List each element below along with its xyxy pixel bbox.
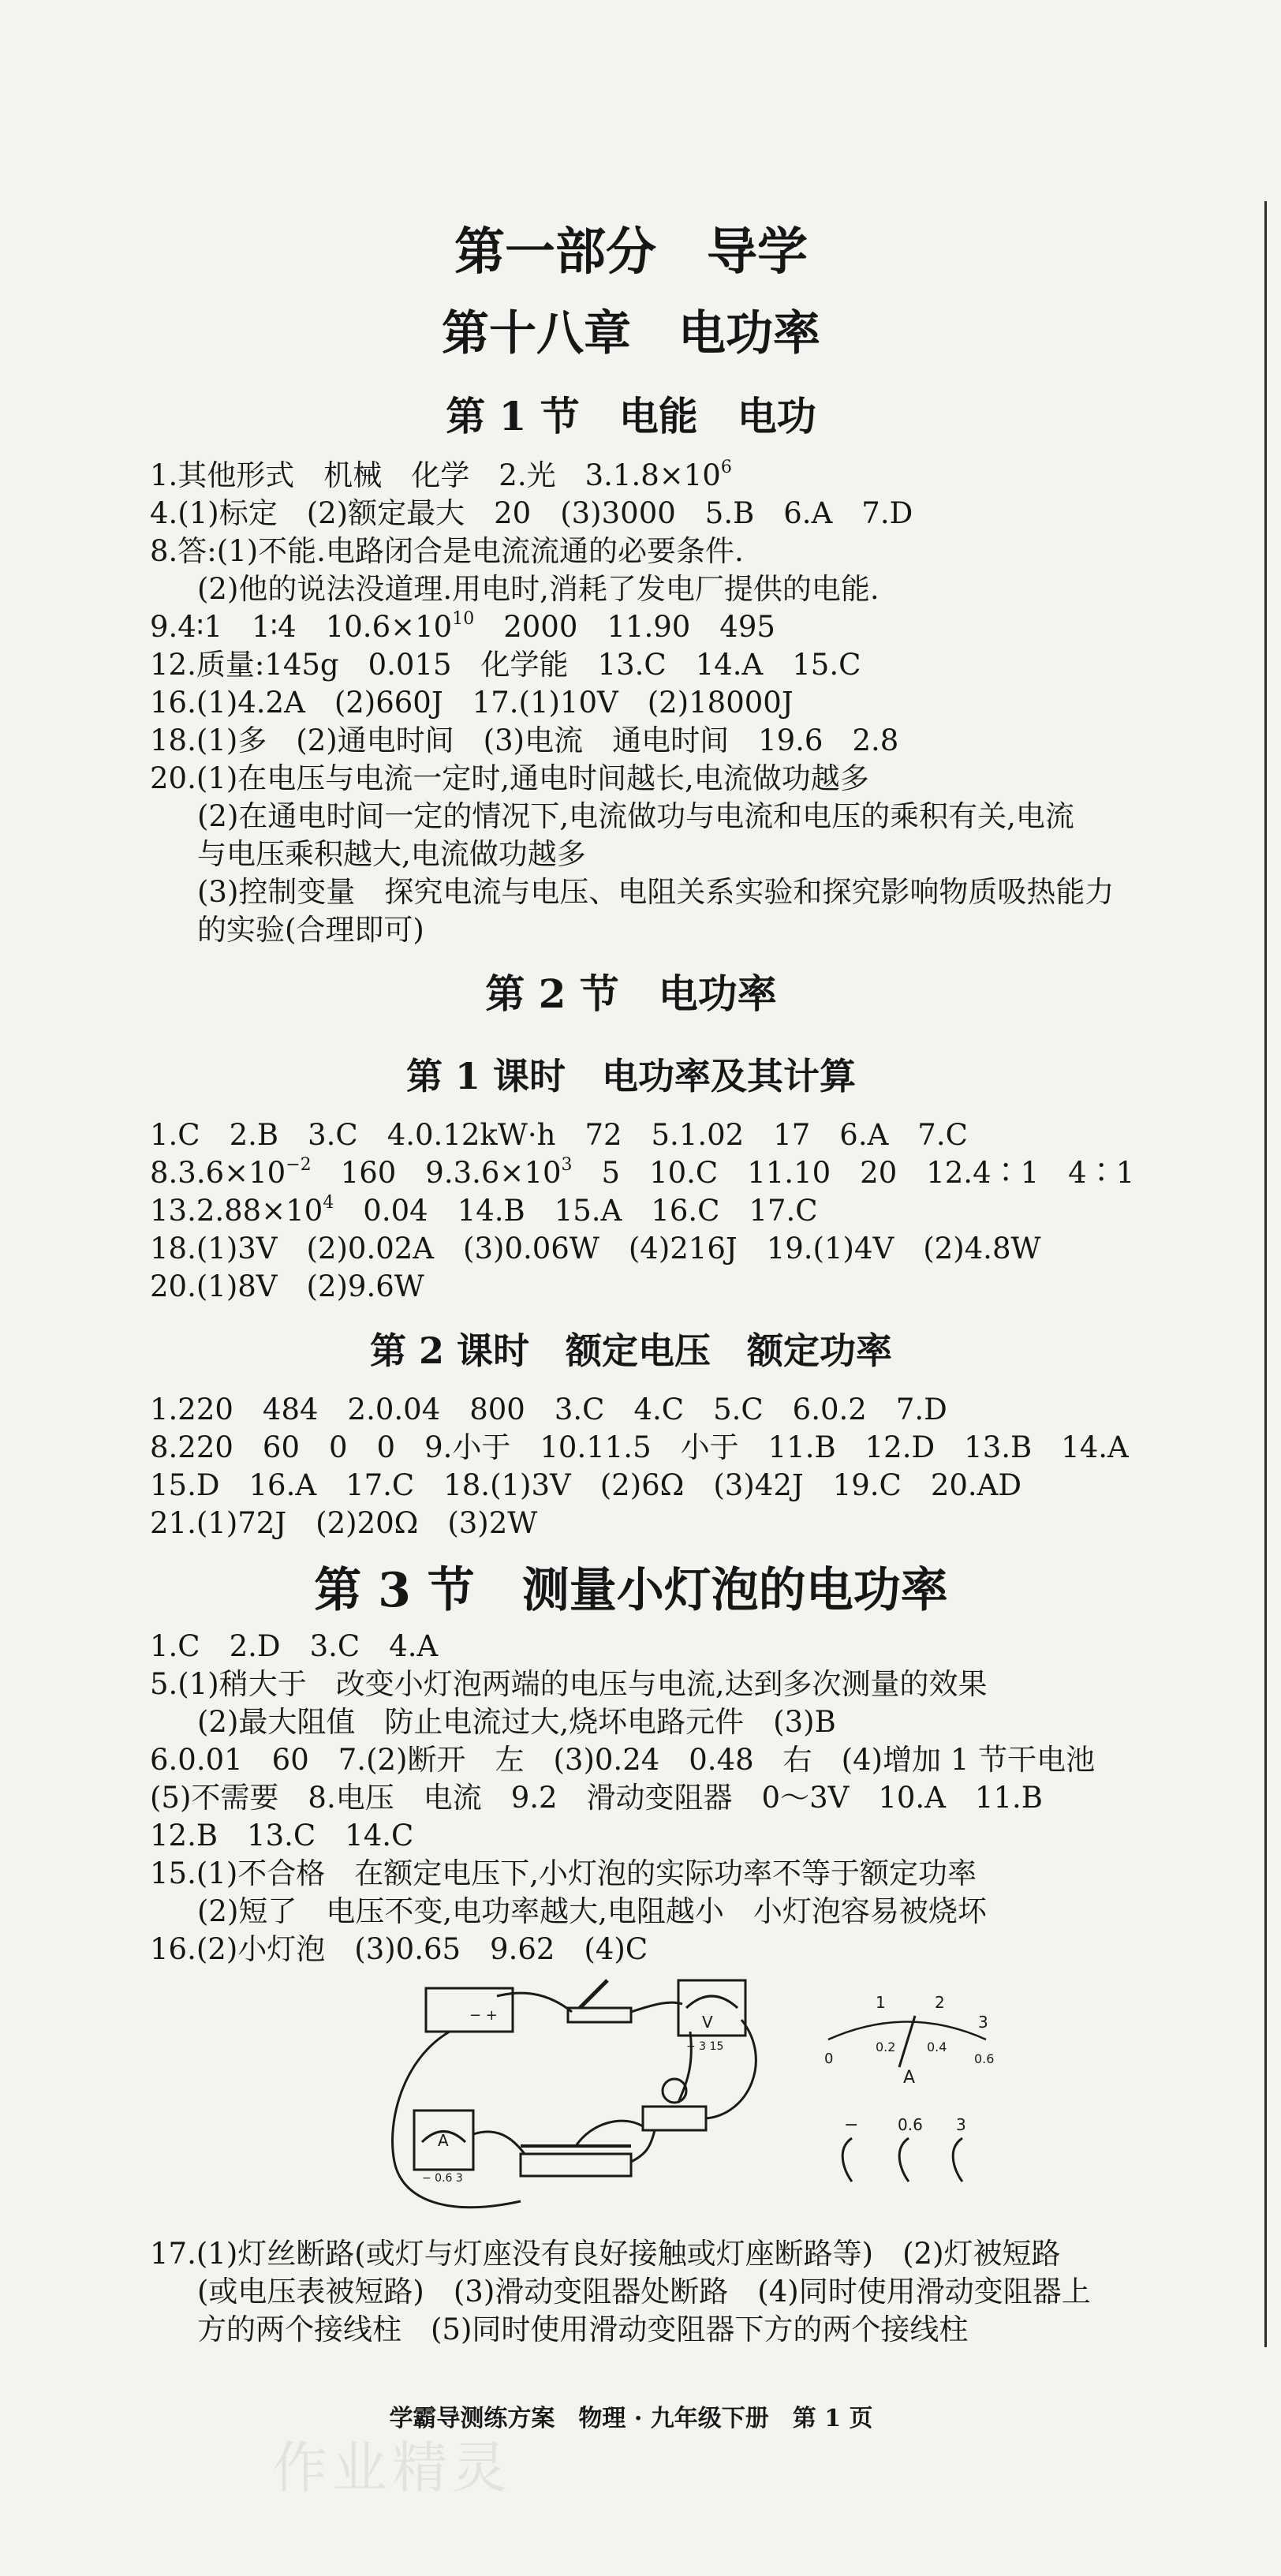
ammeter-scale-arc [828, 2022, 986, 2040]
page-footer: 学霸导测练方案 物理 · 九年级下册 第 1 页 [389, 2405, 873, 2432]
scale-top-2: 2 [935, 1993, 945, 2012]
terminal-label-neg: − [844, 2115, 859, 2135]
answer-line: 17.(1)灯丝断路(或灯与灯座没有良好接触或灯座断路等) (2)灯被短路 [150, 2237, 1061, 2271]
terminal-label-3: 3 [956, 2115, 966, 2134]
terminal-neg [842, 2138, 852, 2182]
answer-line: (2)在通电时间一定的情况下,电流做功与电流和电压的乘积有关,电流 [197, 799, 1074, 833]
answer-line: 8.答:(1)不能.电路闭合是电流流通的必要条件. [150, 534, 744, 568]
answer-line: 1.220 484 2.0.04 800 3.C 4.C 5.C 6.0.2 7.D [150, 1393, 947, 1426]
answer-line: (3)控制变量 探究电流与电压、电阻关系实验和探究影响物质吸热能力 [197, 875, 1115, 909]
answer-line: 4.(1)标定 (2)额定最大 20 (3)3000 5.B 6.A 7.D [150, 496, 913, 530]
switch-icon [568, 2008, 631, 2022]
answer-line: 16.(1)4.2A (2)660J 17.(1)10V (2)18000J [150, 686, 794, 720]
answer-line: 9.4∶1 1∶4 $10.6\times 10^{10}$ 2000 11.90 495 [150, 609, 775, 644]
answer-line: 6.0.01 60 7.(2)断开 左 (3)0.24 0.48 右 (4)增加 1 节干电池 [150, 1743, 1096, 1777]
ammeter-needle [899, 2016, 915, 2067]
section-3-title: 第 3 节 测量小灯泡的电功率 [314, 1563, 948, 1618]
answer-line: 21.(1)72J (2)20Ω (3)2W [150, 1506, 538, 1540]
answer-line: $8.3.6\times 10^{-2}$ 160 $9.3.6\times 10^3$ 5 10.C 11.10 20 12.4∶1 4∶1 [150, 1155, 1135, 1190]
section-2-title: 第 2 节 电功率 [485, 970, 777, 1017]
answer-line: 15.(1)不合格 在额定电压下,小灯泡的实际功率不等于额定功率 [150, 1856, 977, 1890]
answer-line: (2)他的说法没道理.用电时,消耗了发电厂提供的电能. [197, 572, 880, 606]
ammeter-terms: − 0.6 3 [422, 2172, 463, 2185]
chapter-title: 第十八章 电功率 [442, 306, 820, 361]
answer-line: 1.其他形式 机械 化学 2.光 $3.1.8\times 10^6$ [150, 458, 732, 492]
scale-bottom-04: 0.4 [927, 2039, 947, 2054]
scale-end: 3 [978, 2013, 988, 2032]
right-margin-rule [1264, 201, 1267, 2347]
answer-line: (2)短了 电压不变,电功率越大,电阻越小 小灯泡容易被烧坏 [197, 1894, 987, 1928]
answer-line: 的实验(合理即可) [197, 913, 424, 947]
scale-top-1: 1 [876, 1993, 886, 2012]
answer-line: 方的两个接线柱 (5)同时使用滑动变阻器下方的两个接线柱 [197, 2312, 969, 2346]
lesson-1-title: 第 1 课时 电功率及其计算 [405, 1055, 857, 1097]
part-title: 第一部分 导学 [454, 222, 808, 282]
answer-line: 与电压乘积越大,电流做功越多 [197, 837, 586, 871]
answer-line: 15.D 16.A 17.C 18.(1)3V (2)6Ω (3)42J 19.C 20.AD [150, 1468, 1022, 1502]
answer-line: 20.(1)在电压与电流一定时,通电时间越长,电流做功越多 [150, 761, 869, 795]
answer-line: 8.220 60 0 0 9.小于 10.11.5 小于 11.B 12.D 13.B 14.A [150, 1430, 1129, 1464]
answer-line: 20.(1)8V (2)9.6W [150, 1269, 424, 1303]
answer-line: 12.质量:145g 0.015 化学能 13.C 14.A 15.C [150, 648, 861, 682]
section-1-title: 第 1 节 电能 电功 [446, 393, 816, 439]
watermark: 作业精灵 [272, 2436, 512, 2500]
voltmeter-terms: − 3 15 [686, 2040, 724, 2053]
battery-signs: − + [469, 2007, 498, 2024]
circuit-figure [371, 1965, 1041, 2217]
answer-line: 18.(1)多 (2)通电时间 (3)电流 通电时间 19.6 2.8 [150, 723, 899, 757]
terminal-label-06: 0.6 [898, 2115, 923, 2134]
scale-bottom-06: 0.6 [974, 2051, 995, 2066]
answer-line: 1.C 2.D 3.C 4.A [150, 1629, 439, 1663]
scale-bottom-02: 0.2 [876, 2039, 896, 2054]
answer-line: (5)不需要 8.电压 电流 9.2 滑动变阻器 0～3V 10.A 11.B [150, 1781, 1043, 1815]
ammeter-letter: A [438, 2131, 449, 2150]
terminal-3 [953, 2138, 962, 2182]
lesson-2-title: 第 2 课时 额定电压 额定功率 [369, 1329, 893, 1372]
voltmeter-letter: V [702, 2013, 713, 2032]
scale-bottom-0: 0 [824, 2051, 834, 2067]
answer-line: (或电压表被短路) (3)滑动变阻器处断路 (4)同时使用滑动变阻器上 [197, 2275, 1091, 2309]
rheostat-icon [521, 2154, 631, 2176]
answer-line: 16.(2)小灯泡 (3)0.65 9.62 (4)C [150, 1932, 648, 1966]
answer-line: (2)最大阻值 防止电流过大,烧坏电路元件 (3)B [197, 1705, 836, 1739]
answer-line: 5.(1)稍大于 改变小灯泡两端的电压与电流,达到多次测量的效果 [150, 1667, 988, 1701]
answer-line: $13.2.88\times 10^4$ 0.04 14.B 15.A 16.C 17.C [150, 1193, 818, 1228]
lamp-holder-icon [643, 2107, 706, 2130]
answer-line: 18.(1)3V (2)0.02A (3)0.06W (4)216J 19.(1)4V (2)4.8W [150, 1232, 1041, 1266]
terminal-06 [899, 2138, 909, 2182]
answer-line: 1.C 2.B 3.C 4.0.12kW·h 72 5.1.02 17 6.A 7.C [150, 1118, 968, 1152]
answer-line: 12.B 13.C 14.C [150, 1819, 414, 1853]
scale-unit: A [903, 2068, 916, 2088]
